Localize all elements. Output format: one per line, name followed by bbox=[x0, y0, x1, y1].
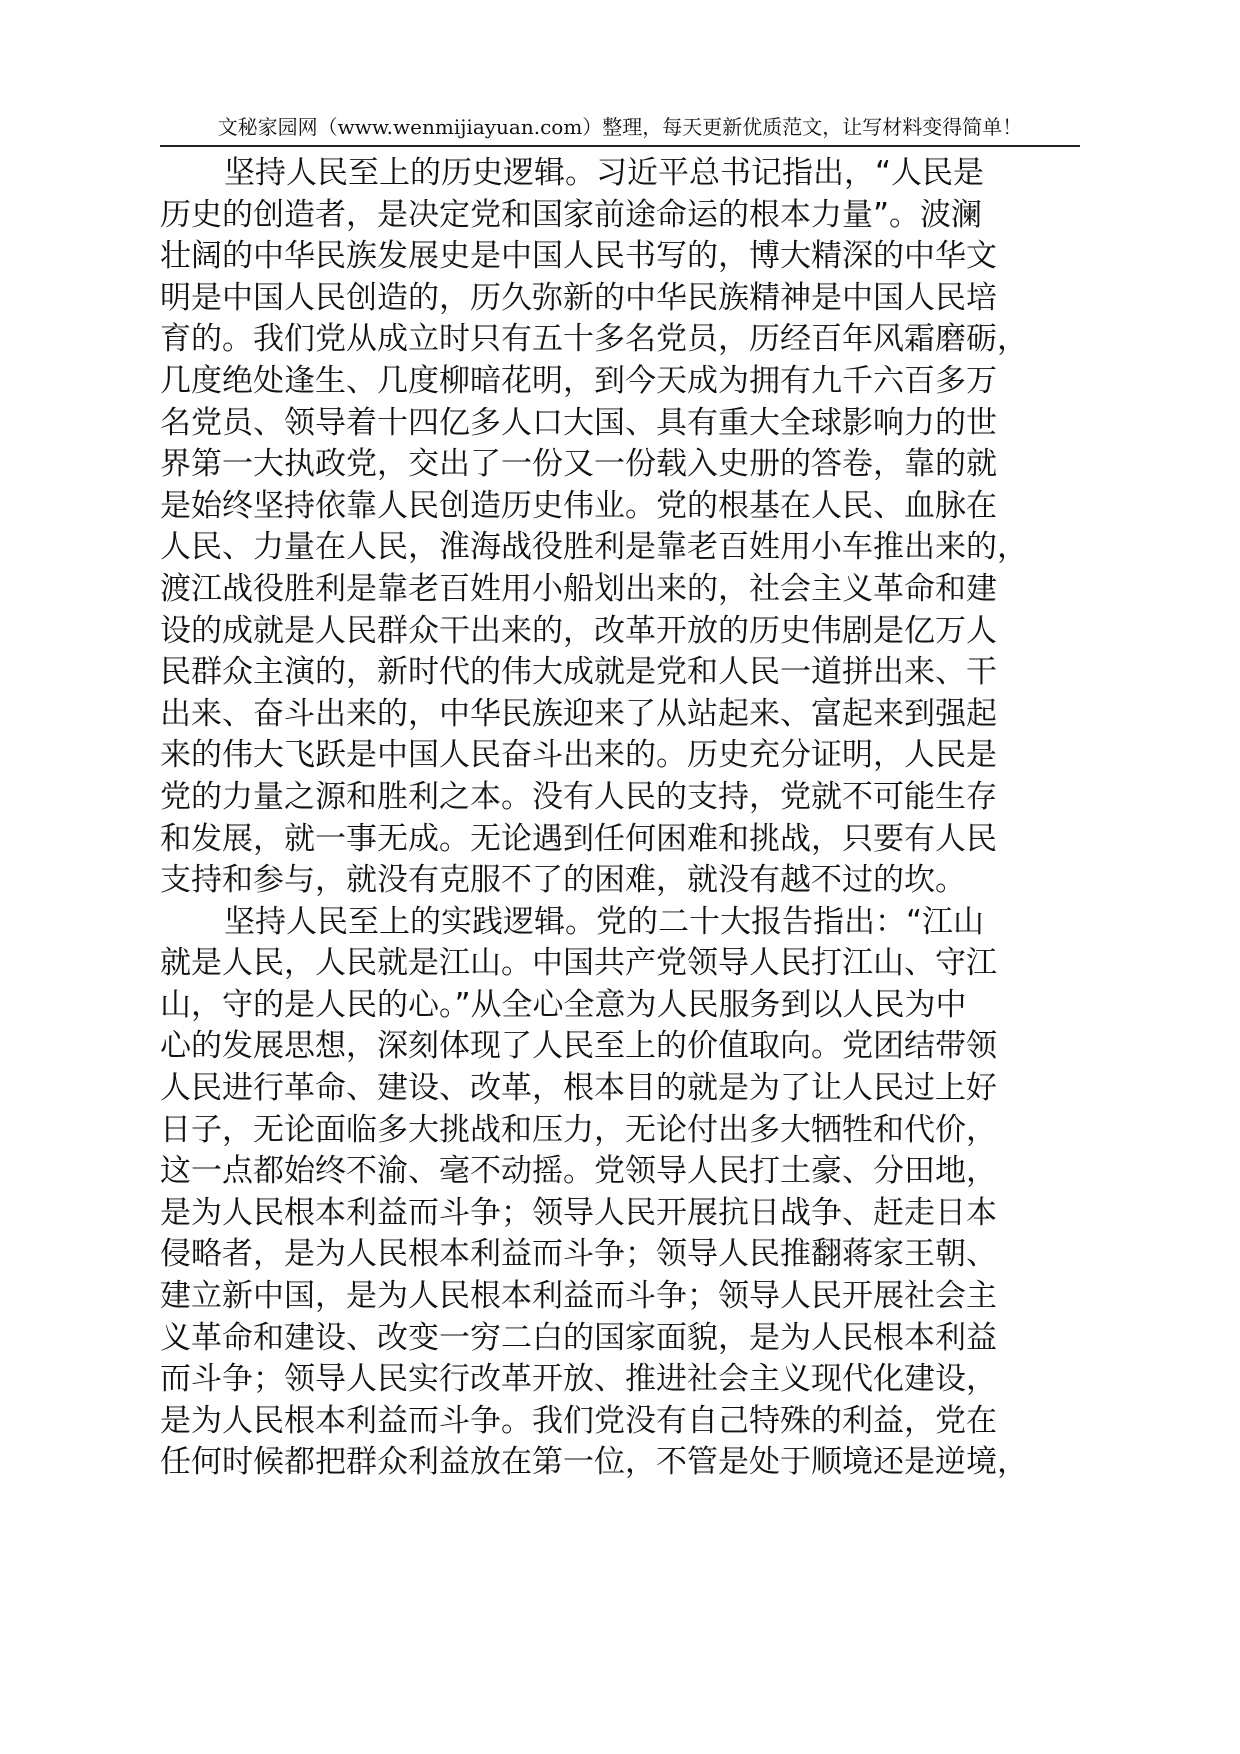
text-line: 坚持人民至上的历史逻辑。习近平总书记指出，“人民是 bbox=[224, 155, 985, 191]
text-line: 界第一大执政党，交出了一份又一份载入史册的答卷，靠的就 bbox=[160, 446, 997, 483]
text-line: 和发展，就一事无成。无论遇到任何困难和挑战，只要有人民 bbox=[160, 820, 997, 857]
text-line: 任何时候都把群众利益放在第一位，不管是处于顺境还是逆境， bbox=[160, 1444, 1028, 1481]
text-line: 育的。我们党从成立时只有五十多名党员，历经百年风霜磨砺， bbox=[160, 321, 1028, 358]
text-line: 心的发展思想，深刻体现了人民至上的价值取向。党团结带领 bbox=[160, 1028, 997, 1065]
text-line: 日子，无论面临多大挑战和压力，无论付出多大牺牲和代价， bbox=[160, 1111, 997, 1148]
text-line: 壮阔的中华民族发展史是中国人民书写的，博大精深的中华文 bbox=[160, 238, 997, 275]
text-line: 出来、奋斗出来的，中华民族迎来了从站起来、富起来到强起 bbox=[160, 695, 997, 732]
text-line: 侵略者，是为人民根本利益而斗争；领导人民推翻蒋家王朝、 bbox=[160, 1236, 997, 1273]
text-line: 人民、力量在人民，淮海战役胜利是靠老百姓用小车推出来的， bbox=[160, 529, 1028, 566]
paragraph-history-logic bbox=[160, 153, 1105, 902]
text-line: 是始终坚持依靠人民创造历史伟业。党的根基在人民、血脉在 bbox=[160, 487, 997, 524]
text-line: 名党员、领导着十四亿多人口大国、具有重大全球影响力的世 bbox=[160, 404, 997, 441]
text-line: 支持和参与，就没有克服不了的困难，就没有越不过的坎。 bbox=[160, 862, 966, 899]
text-line: 设的成就是人民群众干出来的，改革开放的历史伟剧是亿万人 bbox=[160, 612, 997, 649]
text-line: 几度绝处逢生、几度柳暗花明，到今天成为拥有九千六百多万 bbox=[160, 362, 997, 399]
text-line: 义革命和建设、改变一穷二白的国家面貌，是为人民根本利益 bbox=[160, 1319, 997, 1356]
text-line: 党的力量之源和胜利之本。没有人民的支持，党就不可能生存 bbox=[160, 778, 997, 815]
text-line: 坚持人民至上的实践逻辑。党的二十大报告指出：“江山 bbox=[224, 903, 985, 940]
text-line: 山，守的是人民的心。”从全心全意为人民服务到以人民为中 bbox=[160, 986, 967, 1023]
header-rule bbox=[160, 145, 1080, 147]
paragraph-practice-logic bbox=[160, 902, 1105, 1484]
text-line: 民群众主演的，新时代的伟大成就是党和人民一道拼出来、干 bbox=[160, 654, 997, 691]
page-header: 文秘家园网（www.wenmijiayuan.com）整理，每天更新优质范文，让写材料变得简单！ bbox=[217, 115, 1023, 139]
text-line: 是为人民根本利益而斗争；领导人民开展抗日战争、赶走日本 bbox=[160, 1194, 997, 1231]
text-line: 而斗争；领导人民实行改革开放、推进社会主义现代化建设， bbox=[160, 1361, 997, 1398]
text-line: 明是中国人民创造的，历久弥新的中华民族精神是中国人民培 bbox=[160, 279, 997, 316]
text-line: 渡江战役胜利是靠老百姓用小船划出来的，社会主义革命和建 bbox=[160, 570, 997, 607]
text-line: 是为人民根本利益而斗争。我们党没有自己特殊的利益，党在 bbox=[160, 1402, 997, 1439]
text-line: 这一点都始终不渝、毫不动摇。党领导人民打土豪、分田地， bbox=[160, 1153, 997, 1190]
text-line: 建立新中国，是为人民根本利益而斗争；领导人民开展社会主 bbox=[160, 1278, 997, 1315]
text-line: 历史的创造者，是决定党和国家前途命运的根本力量”。波澜 bbox=[160, 196, 983, 233]
text-line: 来的伟大飞跃是中国人民奋斗出来的。历史充分证明，人民是 bbox=[160, 737, 997, 774]
text-line: 人民进行革命、建设、改革，根本目的就是为了让人民过上好 bbox=[160, 1070, 997, 1107]
document-body bbox=[160, 153, 1105, 1484]
text-line: 就是人民，人民就是江山。中国共产党领导人民打江山、守江 bbox=[160, 945, 997, 982]
